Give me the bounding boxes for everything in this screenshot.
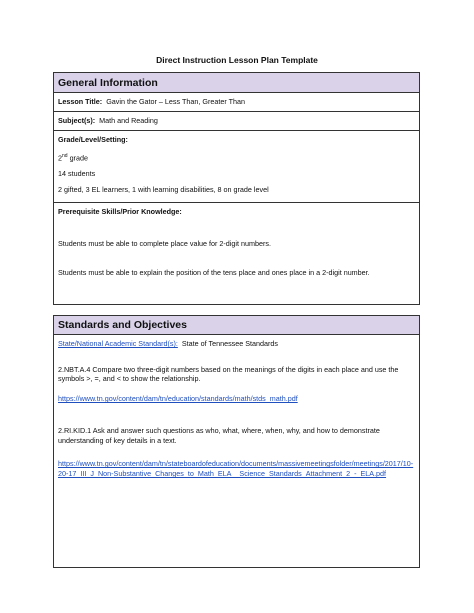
document-title: Direct Instruction Lesson Plan Template	[156, 55, 318, 65]
students-breakdown: 2 gifted, 3 EL learners, 1 with learning disabilities, 8 on grade level	[58, 184, 269, 194]
prereq-label: Prerequisite Skills/Prior Knowledge:	[58, 207, 182, 216]
grade-number: 2	[58, 153, 62, 163]
reading-standard: 2.RI.KID.1 Ask and answer such questions as who, what, where, when, why, and how to demonstrate understanding of key details in a text.	[58, 425, 380, 445]
lesson-title-row	[54, 93, 419, 112]
math-standards-url[interactable]: https://www.tn.gov/content/dam/tn/education/standards/math/stds_math.pdf	[58, 394, 298, 404]
lesson-title-value: Gavin the Gator – Less Than, Greater Than	[106, 97, 245, 106]
state-standard-line	[58, 339, 415, 349]
prereq-item-1: Students must be able to complete place value for 2-digit numbers.	[58, 238, 271, 248]
general-information-header: General Information	[54, 73, 419, 93]
standards-header: Standards and Objectives	[54, 316, 419, 335]
students-count: 14 students	[58, 168, 96, 178]
subjects-label: Subject(s):	[58, 116, 96, 125]
ela-standards-url[interactable]: https://www.tn.gov/content/dam/tn/stateboardofeducation/documents/massivemeetingsfolder/meetings/2017/10-20-17_III_J_Non-Substantive_Changes_to_Math_ELA__Science_Standards_Attachment_2_-_ELA.pdf	[58, 459, 414, 479]
grade-word: grade	[69, 153, 88, 163]
subjects-row	[54, 112, 419, 131]
general-information-table	[53, 72, 420, 305]
prereq-row	[54, 203, 419, 304]
grade-label: Grade/Level/Setting:	[58, 135, 128, 144]
prereq-item-2: Students must be able to explain the position of the tens place and ones place in a 2-digit number.	[58, 268, 370, 278]
state-standards-link[interactable]: State/National Academic Standard(s):	[58, 339, 178, 348]
state-standards-value: State of Tennessee Standards	[181, 339, 279, 348]
lesson-title-label: Lesson Title:	[58, 97, 103, 106]
subjects-value: Math and Reading	[99, 116, 158, 125]
standards-body	[54, 335, 419, 567]
grade-row	[54, 131, 419, 203]
grade-suffix: nd	[62, 152, 68, 159]
grade-level	[58, 153, 415, 163]
standards-table	[53, 315, 420, 568]
math-standard: 2.NBT.A.4 Compare two three-digit numbers based on the meanings of the digits in each place and use the symbols >, =, and < to show the relationship.	[58, 364, 399, 384]
